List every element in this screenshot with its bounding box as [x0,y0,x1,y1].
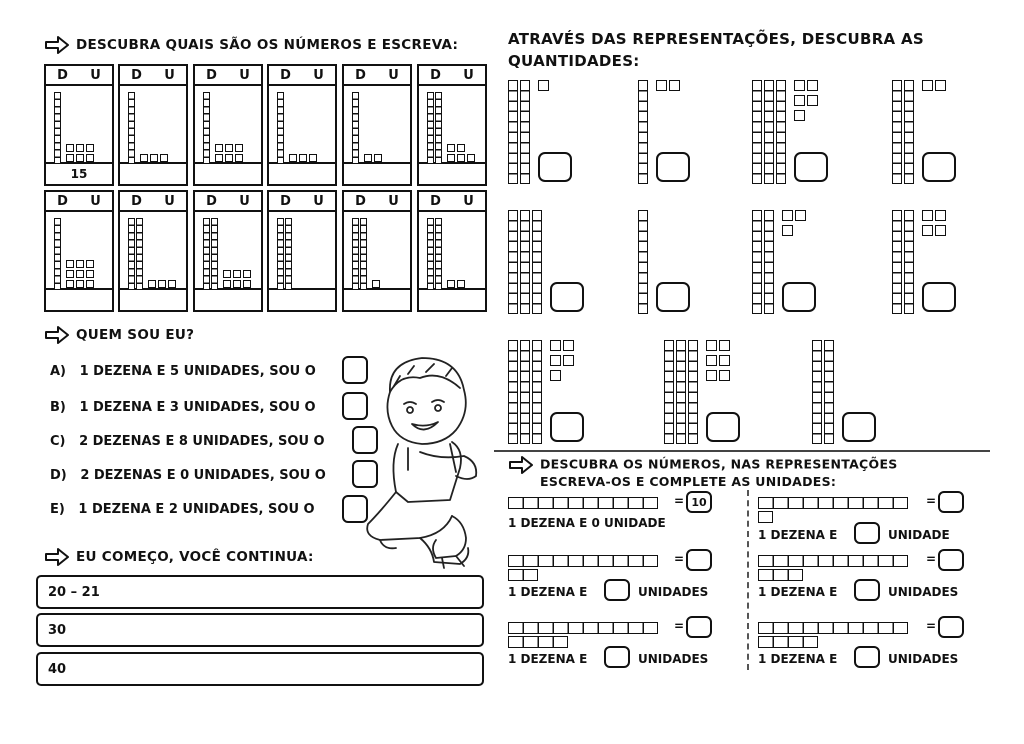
unit-cube [467,154,475,162]
unit-cube [86,260,94,268]
ten-rod [752,210,762,314]
answer-field[interactable] [195,288,261,310]
answer-box[interactable] [656,282,690,312]
label-d: D [430,67,441,83]
answer-box[interactable] [938,616,964,638]
unit-cube [66,260,74,268]
ten-rod [360,218,367,290]
answer-box[interactable]: 10 [686,491,712,513]
question-e: E) 1 DEZENA E 2 UNIDADES, SOU O [50,502,315,517]
du-header [419,192,485,212]
unit-cube [795,210,806,221]
ten-bar [758,555,908,567]
child-drawing [360,352,490,574]
du-header [344,66,410,86]
label-u: U [388,193,399,209]
ten-rod [638,80,648,184]
label-d: D [206,193,217,209]
label-d: D [206,67,217,83]
label-u: U [90,193,101,209]
unit-cube [66,154,74,162]
ten-bar [508,622,658,634]
ten-rod [520,80,530,184]
unit-cube [235,154,243,162]
answer-field[interactable] [269,288,335,310]
du-header [120,192,186,212]
arrow-right-icon [44,326,70,344]
unit-cube [935,80,946,91]
arrow-right-icon [44,548,70,566]
caption-dezena: 1 DEZENA E [758,528,838,542]
discover-heading [44,36,458,54]
answer-box[interactable] [550,282,584,312]
answer-box[interactable] [938,549,964,571]
caption-unidades: UNIDADES [888,585,959,599]
unit-cube [86,144,94,152]
arrow-right-icon [44,36,70,54]
ten-rod [285,218,292,290]
du-header [46,66,112,86]
ten-bar [758,511,773,523]
place-value-cell [267,190,337,312]
unit-cube [550,370,561,381]
answer-field[interactable] [269,162,335,184]
du-header [195,192,261,212]
ten-rod [892,80,902,184]
unit-cube [538,80,549,91]
answer-field[interactable] [120,288,186,310]
unit-cube [223,280,231,288]
ten-bar [758,569,803,581]
units-box[interactable] [854,579,880,601]
unit-cube [243,280,251,288]
ten-rod [904,80,914,184]
answer-box[interactable] [686,616,712,638]
ten-bar [508,497,658,509]
unit-cube [215,154,223,162]
unit-cube [656,80,667,91]
unit-cube [669,80,680,91]
units-box[interactable] [854,646,880,668]
answer-box[interactable] [782,282,816,312]
unit-cube [76,144,84,152]
ten-rod [435,218,442,290]
question-b: B) 1 DEZENA E 3 UNIDADES, SOU O [50,400,316,415]
label-u: U [463,193,474,209]
unit-cube [457,154,465,162]
unit-cube [447,154,455,162]
ten-rod [352,218,359,290]
question-d: D) 2 DEZENAS E 0 UNIDADES, SOU O [50,468,326,483]
unit-cube [86,270,94,278]
unit-cube [225,144,233,152]
ten-rod [752,80,762,184]
du-header [344,192,410,212]
unit-cube [150,154,158,162]
unit-cube [794,110,805,121]
ten-rod [427,92,434,164]
answer-box[interactable] [938,491,964,513]
sequence-heading-text: EU COMEÇO, VOCÊ CONTINUA: [76,549,314,565]
unit-cube [706,340,717,351]
answer-box[interactable] [794,152,828,182]
du-header [46,192,112,212]
who-heading-text: QUEM SOU EU? [76,327,195,343]
ten-rod [128,92,135,164]
question-c: C) 2 DEZENAS E 8 UNIDADES, SOU O [50,434,325,449]
equals-sign: = [674,494,685,508]
label-u: U [239,193,250,209]
label-u: U [164,67,175,83]
ten-rod [812,340,822,444]
equals-sign: = [674,552,685,566]
unit-cube [807,95,818,106]
unit-cube [935,210,946,221]
answer-box[interactable] [706,412,740,442]
label-u: U [313,67,324,83]
caption-unidades: UNIDADES [638,585,709,599]
ten-rod [136,218,143,290]
sequence-row-1[interactable]: 20 – 21 [36,575,484,609]
unit-cube [289,154,297,162]
du-header [269,66,335,86]
ten-rod [54,218,61,290]
label-u: U [313,193,324,209]
answer-box[interactable] [656,152,690,182]
unit-cube [243,270,251,278]
ten-bar [758,622,908,634]
ten-rod [688,340,698,444]
ten-rod [664,340,674,444]
place-value-cell [44,190,114,312]
ten-rod [435,92,442,164]
label-u: U [463,67,474,83]
answer-field[interactable] [195,162,261,184]
unit-cube [563,340,574,351]
unit-cube [76,154,84,162]
numbers-heading: DESCUBRA OS NÚMEROS, NAS REPRESENTAÇÕES [508,456,898,474]
unit-cube [922,225,933,236]
answer-field[interactable] [344,288,410,310]
quantities-heading: ATRAVÉS DAS REPRESENTAÇÕES, DESCUBRA AS QUANTIDADES: [508,30,924,70]
label-d: D [57,67,68,83]
equals-sign: = [926,619,937,633]
ten-rod [211,218,218,290]
du-header [269,192,335,212]
caption-dezena: 1 DEZENA E [758,652,838,666]
place-value-cell [118,190,188,312]
unit-cube [86,280,94,288]
unit-cube [457,144,465,152]
caption-dezena: 1 DEZENA E [758,585,838,599]
ten-rod [352,92,359,164]
unit-cube [374,154,382,162]
ten-rod [764,80,774,184]
equals-sign: = [674,619,685,633]
unit-cube [86,154,94,162]
unit-cube [447,144,455,152]
ten-rod [203,92,210,164]
unit-cube [309,154,317,162]
unit-cube [66,280,74,288]
ten-rod [676,340,686,444]
caption-1: 1 DEZENA E 0 UNIDADE [508,516,666,530]
unit-cube [233,270,241,278]
unit-cube [225,154,233,162]
label-d: D [131,67,142,83]
unit-cube [76,270,84,278]
ten-rod [892,210,902,314]
ten-bar [508,555,658,567]
discover-heading-text: DESCUBRA QUAIS SÃO OS NÚMEROS E ESCREVA: [76,37,459,53]
answer-field[interactable] [120,162,186,184]
answer-field[interactable] [344,162,410,184]
ten-rod [277,218,284,290]
answer-box[interactable] [922,152,956,182]
ten-rod [532,210,542,314]
answer-box[interactable] [922,282,956,312]
ten-rod [824,340,834,444]
ten-rod [203,218,210,290]
unit-cube [66,270,74,278]
ten-bar [508,569,538,581]
place-value-cell [118,64,188,186]
place-value-cell [193,190,263,312]
caption-unidades: UNIDADES [888,652,959,666]
answer-field[interactable] [419,162,485,184]
ten-rod [520,210,530,314]
label-d: D [355,193,366,209]
unit-cube [223,270,231,278]
ten-rod [532,340,542,444]
units-box[interactable] [604,579,630,601]
unit-cube [794,80,805,91]
equals-sign: = [926,552,937,566]
equals-sign: = [926,494,937,508]
unit-cube [158,280,166,288]
caption-dezena: 1 DEZENA E [508,585,588,599]
unit-cube [76,260,84,268]
unit-cube [935,225,946,236]
place-value-cell [342,190,412,312]
unit-cube [782,225,793,236]
label-d: D [57,193,68,209]
unit-cube [550,340,561,351]
place-value-cell [44,64,114,186]
unit-cube [922,210,933,221]
answer-box[interactable] [842,412,876,442]
ten-bar [758,497,908,509]
unit-cube [706,370,717,381]
units-box[interactable] [854,522,880,544]
unit-cube [168,280,176,288]
question-a: A) 1 DEZENA E 5 UNIDADES, SOU O [50,364,316,379]
ten-rod [54,92,61,164]
ten-rod [638,210,648,314]
caption-unidades: UNIDADES [638,652,709,666]
place-value-cell [417,190,487,312]
caption-unidades: UNIDADE [888,528,950,542]
du-header [120,66,186,86]
place-value-cell [417,64,487,186]
label-d: D [280,67,291,83]
label-d: D [355,67,366,83]
who-heading [44,326,194,344]
dashed-divider [747,490,749,670]
ten-rod [128,218,135,290]
label-u: U [388,67,399,83]
ten-rod [904,210,914,314]
units-box[interactable] [604,646,630,668]
divider [494,450,990,452]
label-u: U [239,67,250,83]
label-d: D [280,193,291,209]
unit-cube [794,95,805,106]
place-value-cell [267,64,337,186]
unit-cube [148,280,156,288]
answer-field[interactable] [419,288,485,310]
unit-cube [719,370,730,381]
answer-box[interactable] [550,412,584,442]
unit-cube [233,280,241,288]
du-header [195,66,261,86]
ten-rod [520,340,530,444]
ten-rod [776,80,786,184]
numbers-heading-2: ESCREVA-OS E COMPLETE AS UNIDADES: [540,474,837,489]
ten-bar [758,636,818,648]
unit-cube [215,144,223,152]
sequence-heading [44,548,314,566]
label-u: U [164,193,175,209]
unit-cube [140,154,148,162]
sequence-row-2[interactable]: 30 [36,613,484,647]
place-value-cell [342,64,412,186]
unit-cube [235,144,243,152]
label-d: D [430,193,441,209]
unit-cube [457,280,465,288]
ten-bar [508,636,568,648]
ten-rod [508,210,518,314]
unit-cube [550,355,561,366]
arrow-right-icon [508,456,534,474]
du-header [419,66,485,86]
label-d: D [131,193,142,209]
unit-cube [299,154,307,162]
ten-rod [427,218,434,290]
unit-cube [364,154,372,162]
unit-cube [706,355,717,366]
ten-rod [764,210,774,314]
label-u: U [90,67,101,83]
unit-cube [922,80,933,91]
unit-cube [719,355,730,366]
unit-cube [719,340,730,351]
sequence-row-3[interactable]: 40 [36,652,484,686]
unit-cube [66,144,74,152]
ten-rod [508,80,518,184]
ten-rod [277,92,284,164]
answer-field[interactable] [46,288,112,310]
unit-cube [76,280,84,288]
unit-cube [372,280,380,288]
caption-dezena: 1 DEZENA E [508,652,588,666]
answer-field[interactable]: 15 [46,162,112,184]
unit-cube [807,80,818,91]
unit-cube [160,154,168,162]
unit-cube [782,210,793,221]
answer-box[interactable] [686,549,712,571]
unit-cube [447,280,455,288]
unit-cube [563,355,574,366]
ten-rod [508,340,518,444]
place-value-cell [193,64,263,186]
answer-box[interactable] [538,152,572,182]
